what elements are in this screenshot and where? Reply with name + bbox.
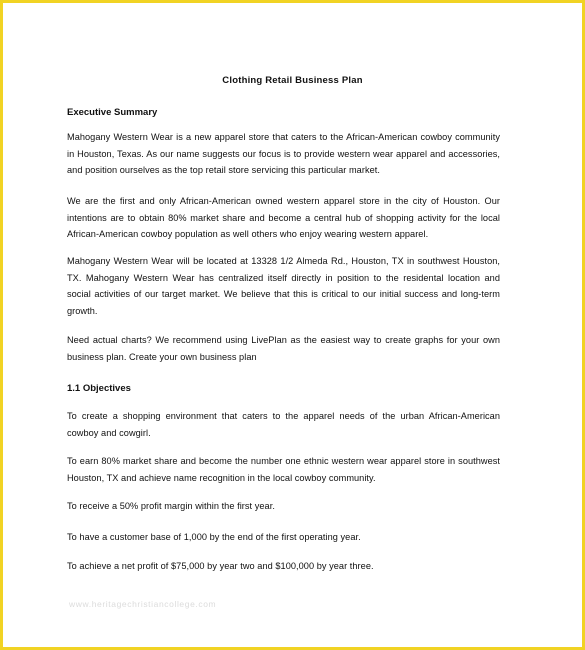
objectives-heading: 1.1 Objectives bbox=[67, 383, 131, 394]
objective-item-4: To have a customer base of 1,000 by the end of the first operating year. bbox=[67, 532, 361, 542]
objective-item-1: To create a shopping environment that caters to the apparel needs of the urban African-American cowboy and cowgirl. bbox=[67, 411, 500, 438]
executive-summary-heading: Executive Summary bbox=[67, 107, 158, 118]
objective-item-3: To receive a 50% profit margin within the first year. bbox=[67, 501, 275, 511]
summary-paragraph-3: Mahogany Western Wear will be located at 13328 1/2 Almeda Rd., Houston, TX in southwest Houston, TX. Mahogany Western Wear has centralized itself directly in position to the residental location and social activities of our target market. We believe that this is critical to our initial success and long-term growth. bbox=[67, 256, 500, 316]
watermark-text: www.heritagechristiancollege.com bbox=[69, 599, 217, 609]
document-title: Clothing Retail Business Plan bbox=[222, 75, 363, 86]
objective-item-2: To earn 80% market share and become the number one ethnic western wear apparel store in southwest Houston, TX and achieve name recognition in the local cowboy community. bbox=[67, 456, 500, 483]
summary-paragraph-1: Mahogany Western Wear is a new apparel store that caters to the African-American cowboy community in Houston, Texas. As our name suggests our focus is to provide western wear apparel and accessories, and position ourselves as the top retail store servicing this particular market. bbox=[67, 132, 500, 176]
objective-item-5: To achieve a net profit of $75,000 by year two and $100,000 by year three. bbox=[67, 561, 374, 571]
document-page bbox=[3, 3, 582, 647]
summary-paragraph-4: Need actual charts? We recommend using LivePlan as the easiest way to create graphs for your own business plan. Create your own business plan bbox=[67, 335, 500, 362]
summary-paragraph-2: We are the first and only African-American owned western apparel store in the city of Houston. Our intentions are to obtain 80% market share and become a central hub of shopping activity for the local African-American cowboy population as well others who enjoy wearing western apparel. bbox=[67, 196, 500, 240]
